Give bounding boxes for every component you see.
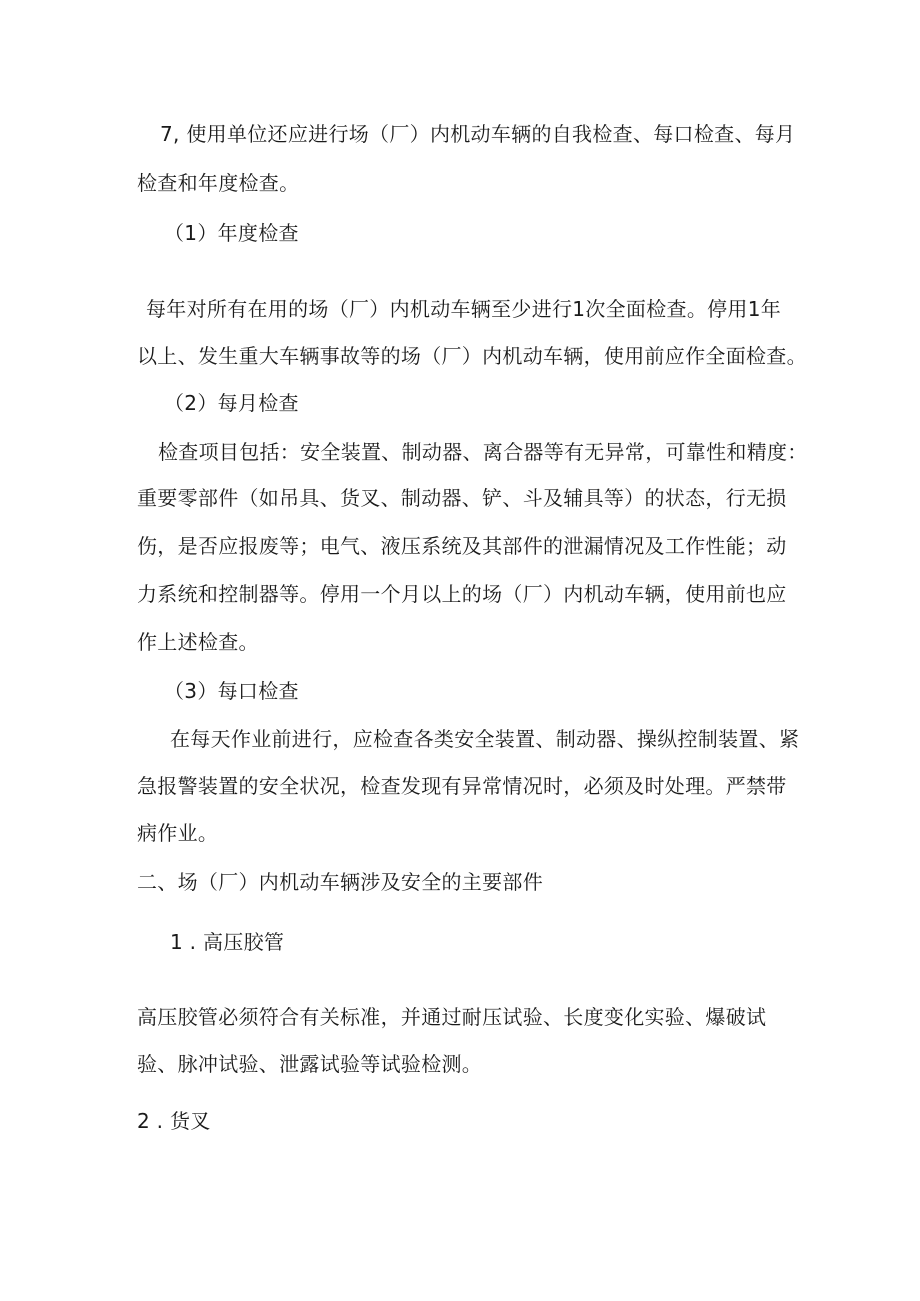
- daily-paragraph-line-2: 急报警装置的安全状况，检查发现有异常情况时，必须及时处理。严禁带: [137, 774, 787, 798]
- hose-paragraph-line-2: 验、脉冲试验、泄露试验等试验检测。: [137, 1052, 483, 1076]
- monthly-paragraph-line-3: 伤，是否应报废等；电气、液压系统及其部件的泄漏情况及工作性能；动: [137, 534, 787, 558]
- section-2-heading: 二、场（厂）内机动车辆涉及安全的主要部件: [137, 870, 543, 894]
- hose-paragraph-line-1: 高压胶管必须符合有关标准，并通过耐压试验、长度变化实验、爆破试: [137, 1005, 767, 1029]
- heading-annual-inspection: （1）年度检查: [164, 221, 299, 245]
- monthly-paragraph-line-2: 重要零部件（如吊具、货叉、制动器、铲、斗及辅具等）的状态，行无损: [137, 486, 787, 510]
- annual-paragraph-line-2: 以上、发生重大车辆事故等的场（厂）内机动车辆，使用前应作全面检查。: [137, 344, 807, 368]
- daily-paragraph-line-1: 在每天作业前进行，应检查各类安全装置、制动器、操纵控制装置、紧: [170, 727, 800, 751]
- daily-paragraph-line-3: 病作业。: [137, 821, 219, 845]
- paragraph-7-line-2: 检查和年度检查。: [137, 171, 300, 195]
- heading-fork: 2 . 货叉: [137, 1109, 211, 1133]
- heading-daily-inspection: （3）每口检查: [164, 679, 299, 703]
- paragraph-7-line-1: 7, 使用单位还应进行场（厂）内机动车辆的自我检查、每口检查、每月: [160, 122, 796, 146]
- heading-high-pressure-hose: 1 . 高压胶管: [170, 930, 285, 954]
- monthly-paragraph-line-4: 力系统和控制器等。停用一个月以上的场（厂）内机动车辆，使用前也应: [137, 582, 787, 606]
- monthly-paragraph-line-5: 作上述检查。: [137, 630, 259, 654]
- heading-monthly-inspection: （2）每月检查: [164, 391, 299, 415]
- annual-paragraph-line-1: 每年对所有在用的场（厂）内机动车辆至少进行1次全面检查。停用1年: [146, 297, 782, 321]
- monthly-paragraph-line-1: 检查项目包括：安全装置、制动器、离合器等有无异常，可靠性和精度：: [158, 440, 808, 464]
